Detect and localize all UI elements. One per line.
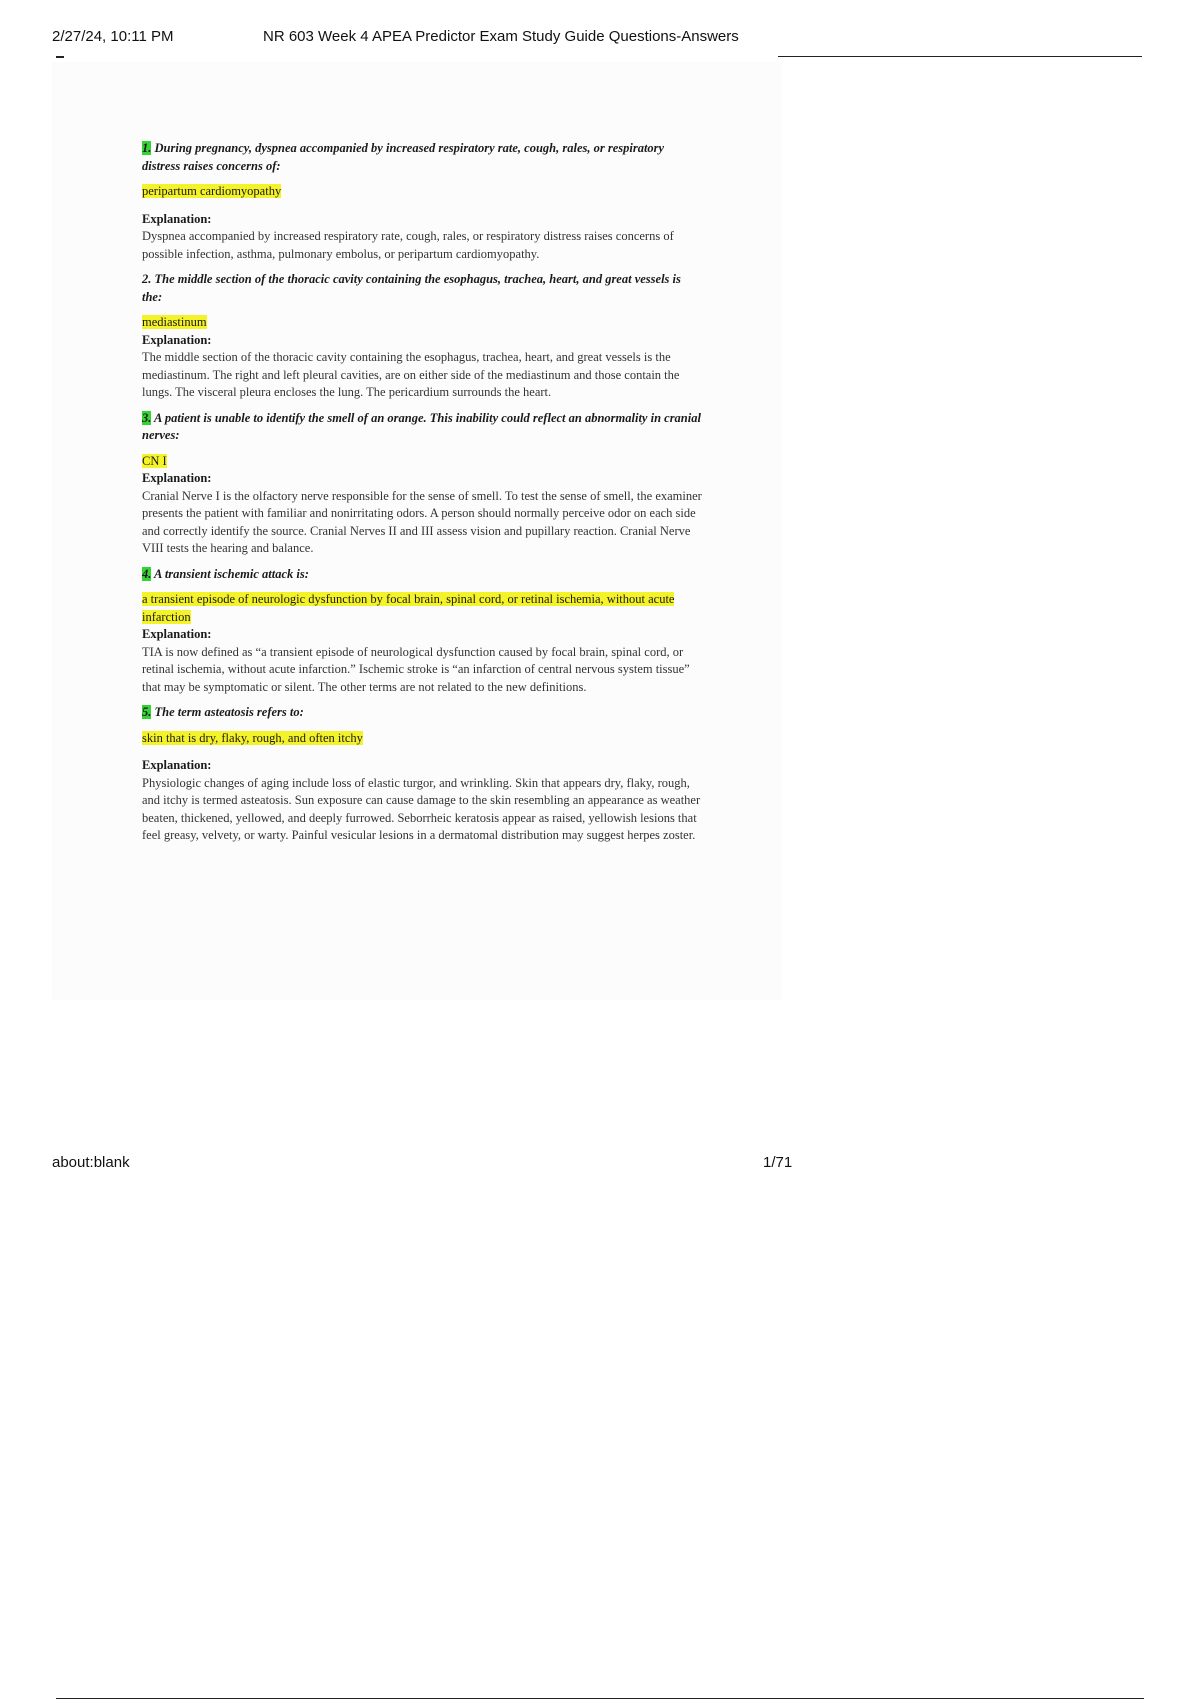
question-block-1 xyxy=(142,140,702,263)
question-block-5 xyxy=(142,704,702,845)
explanation-text: Physiologic changes of aging include loss of elastic turgor, and wrinkling. Skin that appears dry, flaky, rough, and itchy is termed asteatosis. Sun exposure can cause damage to the skin resembling an appearance as weather beaten, thickened, yellowed, and deeply furrowed. Seborrheic keratosis appear as raised, yellowish lesions that feel greasy, velvety, or warty. Painful vesicular lesions in a dermatomal distribution may suggest herpes zoster. xyxy=(142,775,701,842)
print-footer-page-number: 1/71 xyxy=(763,1154,793,1171)
answer xyxy=(142,183,702,201)
bottom-rule xyxy=(56,1698,1144,1699)
answer xyxy=(142,730,702,748)
explanation-label: Explanation: xyxy=(142,627,212,641)
question-text xyxy=(142,140,702,175)
answer xyxy=(142,591,702,626)
answer-highlight: peripartum cardiomyopathy xyxy=(142,184,282,198)
answer-highlight: mediastinum xyxy=(142,315,207,329)
question-number: 3. xyxy=(142,410,152,425)
explanation-label: Explanation: xyxy=(142,758,212,772)
header-tick-mark xyxy=(56,56,64,58)
explanation-label: Explanation: xyxy=(142,211,212,226)
question-text xyxy=(142,566,702,584)
question-number: 2. xyxy=(142,272,152,286)
print-header-title: NR 603 Week 4 APEA Predictor Exam Study Guide Questions-Answers xyxy=(263,28,739,45)
question-prompt: A transient ischemic attack is: xyxy=(154,566,309,581)
answer-highlight: skin that is dry, flaky, rough, and often itchy xyxy=(142,730,363,745)
answer xyxy=(142,453,702,471)
header-rule xyxy=(778,56,1142,57)
explanation-label: Explanation: xyxy=(142,471,212,485)
explanation-text: TIA is now defined as “a transient episode of neurological dysfunction caused by focal brain, spinal cord, or retinal ischemia, without acute infarction.” Ischemic stroke is “an infarction of central nervous system tissue” that may be symptomatic or silent. The other terms are not related to the new definitions. xyxy=(142,644,690,694)
answer-highlight: a transient episode of neurologic dysfunction by focal brain, spinal cord, or retinal ischemia, without acute infarction xyxy=(142,592,675,624)
question-prompt: The middle section of the thoracic cavity containing the esophagus, trachea, heart, and great vessels is the: xyxy=(142,272,681,304)
answer-highlight: CN I xyxy=(142,453,167,468)
question-text xyxy=(142,704,702,722)
question-block-2 xyxy=(142,271,702,402)
study-guide-content xyxy=(142,140,702,853)
question-text xyxy=(142,410,702,445)
explanation-text: Cranial Nerve I is the olfactory nerve responsible for the sense of smell. To test the sense of smell, the examiner presents the patient with familiar and nonirritating odors. A person should normally perceive odor on each side and correctly identify the source. Cranial Nerves II and III assess vision and pupillary reaction. Cranial Nerve VIII tests the hearing and balance. xyxy=(142,488,702,555)
question-number: 1. xyxy=(142,141,152,155)
explanation-label: Explanation: xyxy=(142,332,212,347)
question-number: 5. xyxy=(142,705,152,719)
explanation-text: Dyspnea accompanied by increased respiratory rate, cough, rales, or respiratory distress raises concerns of possible infection, asthma, pulmonary embolus, or peripartum cardiomyopathy. xyxy=(142,229,674,261)
answer xyxy=(142,314,702,332)
question-block-4 xyxy=(142,566,702,697)
print-header-datetime: 2/27/24, 10:11 PM xyxy=(52,28,174,45)
question-prompt: A patient is unable to identify the smell of an orange. This inability could reflect an abnormality in cranial nerves: xyxy=(142,410,701,442)
question-number: 4. xyxy=(142,566,152,581)
question-prompt: The term asteatosis refers to: xyxy=(154,705,304,719)
question-text xyxy=(142,271,702,306)
explanation-text: The middle section of the thoracic cavity containing the esophagus, trachea, heart, and great vessels is the mediastinum. The right and left pleural cavities, are on either side of the mediastinum and those contain the lungs. The visceral pleura encloses the lung. The pericardium surrounds the heart. xyxy=(142,350,680,399)
print-footer-url: about:blank xyxy=(52,1154,130,1171)
question-block-3 xyxy=(142,410,702,558)
question-prompt: During pregnancy, dyspnea accompanied by increased respiratory rate, cough, rales, or respiratory distress raises concerns of: xyxy=(142,141,665,173)
